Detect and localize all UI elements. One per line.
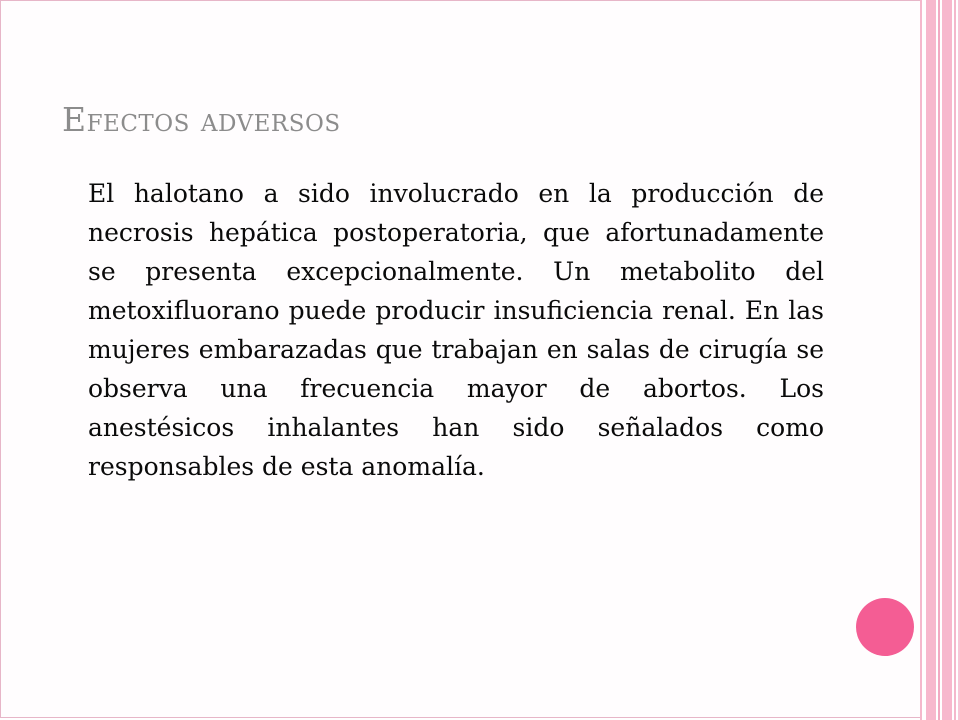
stripe-3 [938,0,940,720]
stripe-2 [926,0,936,720]
slide-body-text: El halotano a sido involucrado en la producción de necrosis hepática postoperatoria, que afortunadamente se presenta excepcionalmente. Un metabolito del metoxifluorano puede producir insuficiencia renal. En las mujeres embarazadas que trabajan en salas de cirugía se observa una frecuencia mayor de abortos. Los anestésicos inhalantes han sido señalados como responsables de esta anomalía. [88,179,824,481]
decorative-stripes [920,0,960,720]
stripe-5 [954,0,956,720]
stripe-1 [920,0,922,720]
stripe-4 [942,0,952,720]
pink-circle-decoration [856,598,914,656]
slide-title: Efectos adversos [62,100,341,139]
